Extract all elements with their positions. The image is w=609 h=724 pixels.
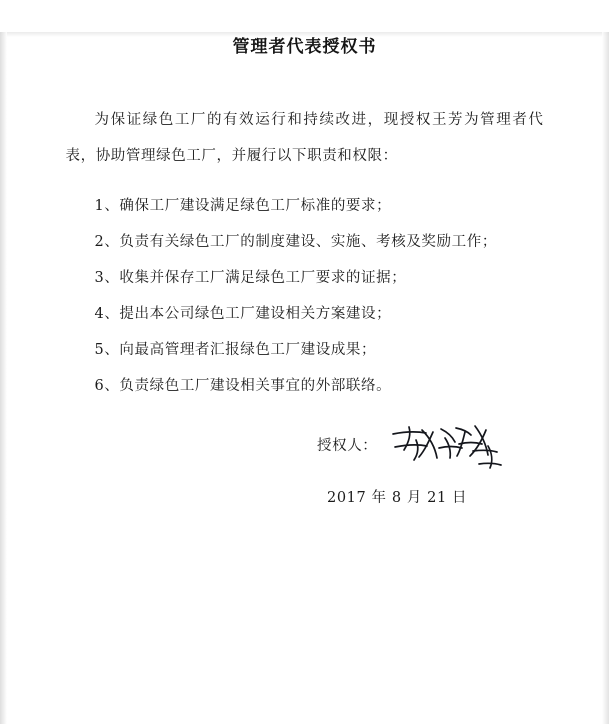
- list-item: 1、确保工厂建设满足绿色工厂标准的要求；: [94, 198, 392, 214]
- intro-paragraph: 为保证绿色工厂的有效运行和持续改进，现授权王芳为管理者代表，协助管理绿色工厂，并履行以下职责和权限：: [65, 111, 544, 164]
- page-edge-shadow-left: [0, 32, 7, 724]
- duties-list: [66, 188, 544, 404]
- document-page: [0, 32, 609, 724]
- list-item: 5、向最高管理者汇报绿色工厂建设成果；: [94, 342, 377, 358]
- signature-label: 授权人：: [317, 438, 378, 454]
- page-title: 管理者代表授权书: [232, 37, 377, 57]
- page-edge-shadow-right: [602, 32, 609, 724]
- list-item: 3、收集并保存工厂满足绿色工厂要求的证据；: [94, 270, 407, 286]
- list-item: 4、提出本公司绿色工厂建设相关方案建设；: [94, 306, 392, 322]
- signature-date: 2017 年 8 月 21 日: [327, 490, 468, 506]
- list-item: 2、负责有关绿色工厂的制度建设、实施、考核及奖励工作；: [94, 234, 497, 250]
- signature-line: [317, 434, 547, 474]
- handwritten-signature-icon: [389, 420, 509, 472]
- page-edge-shadow-top: [0, 32, 609, 37]
- list-item: 6、负责绿色工厂建设相关事宜的外部联络。: [94, 378, 392, 394]
- signature-block: [317, 434, 547, 507]
- document-body: [66, 57, 544, 404]
